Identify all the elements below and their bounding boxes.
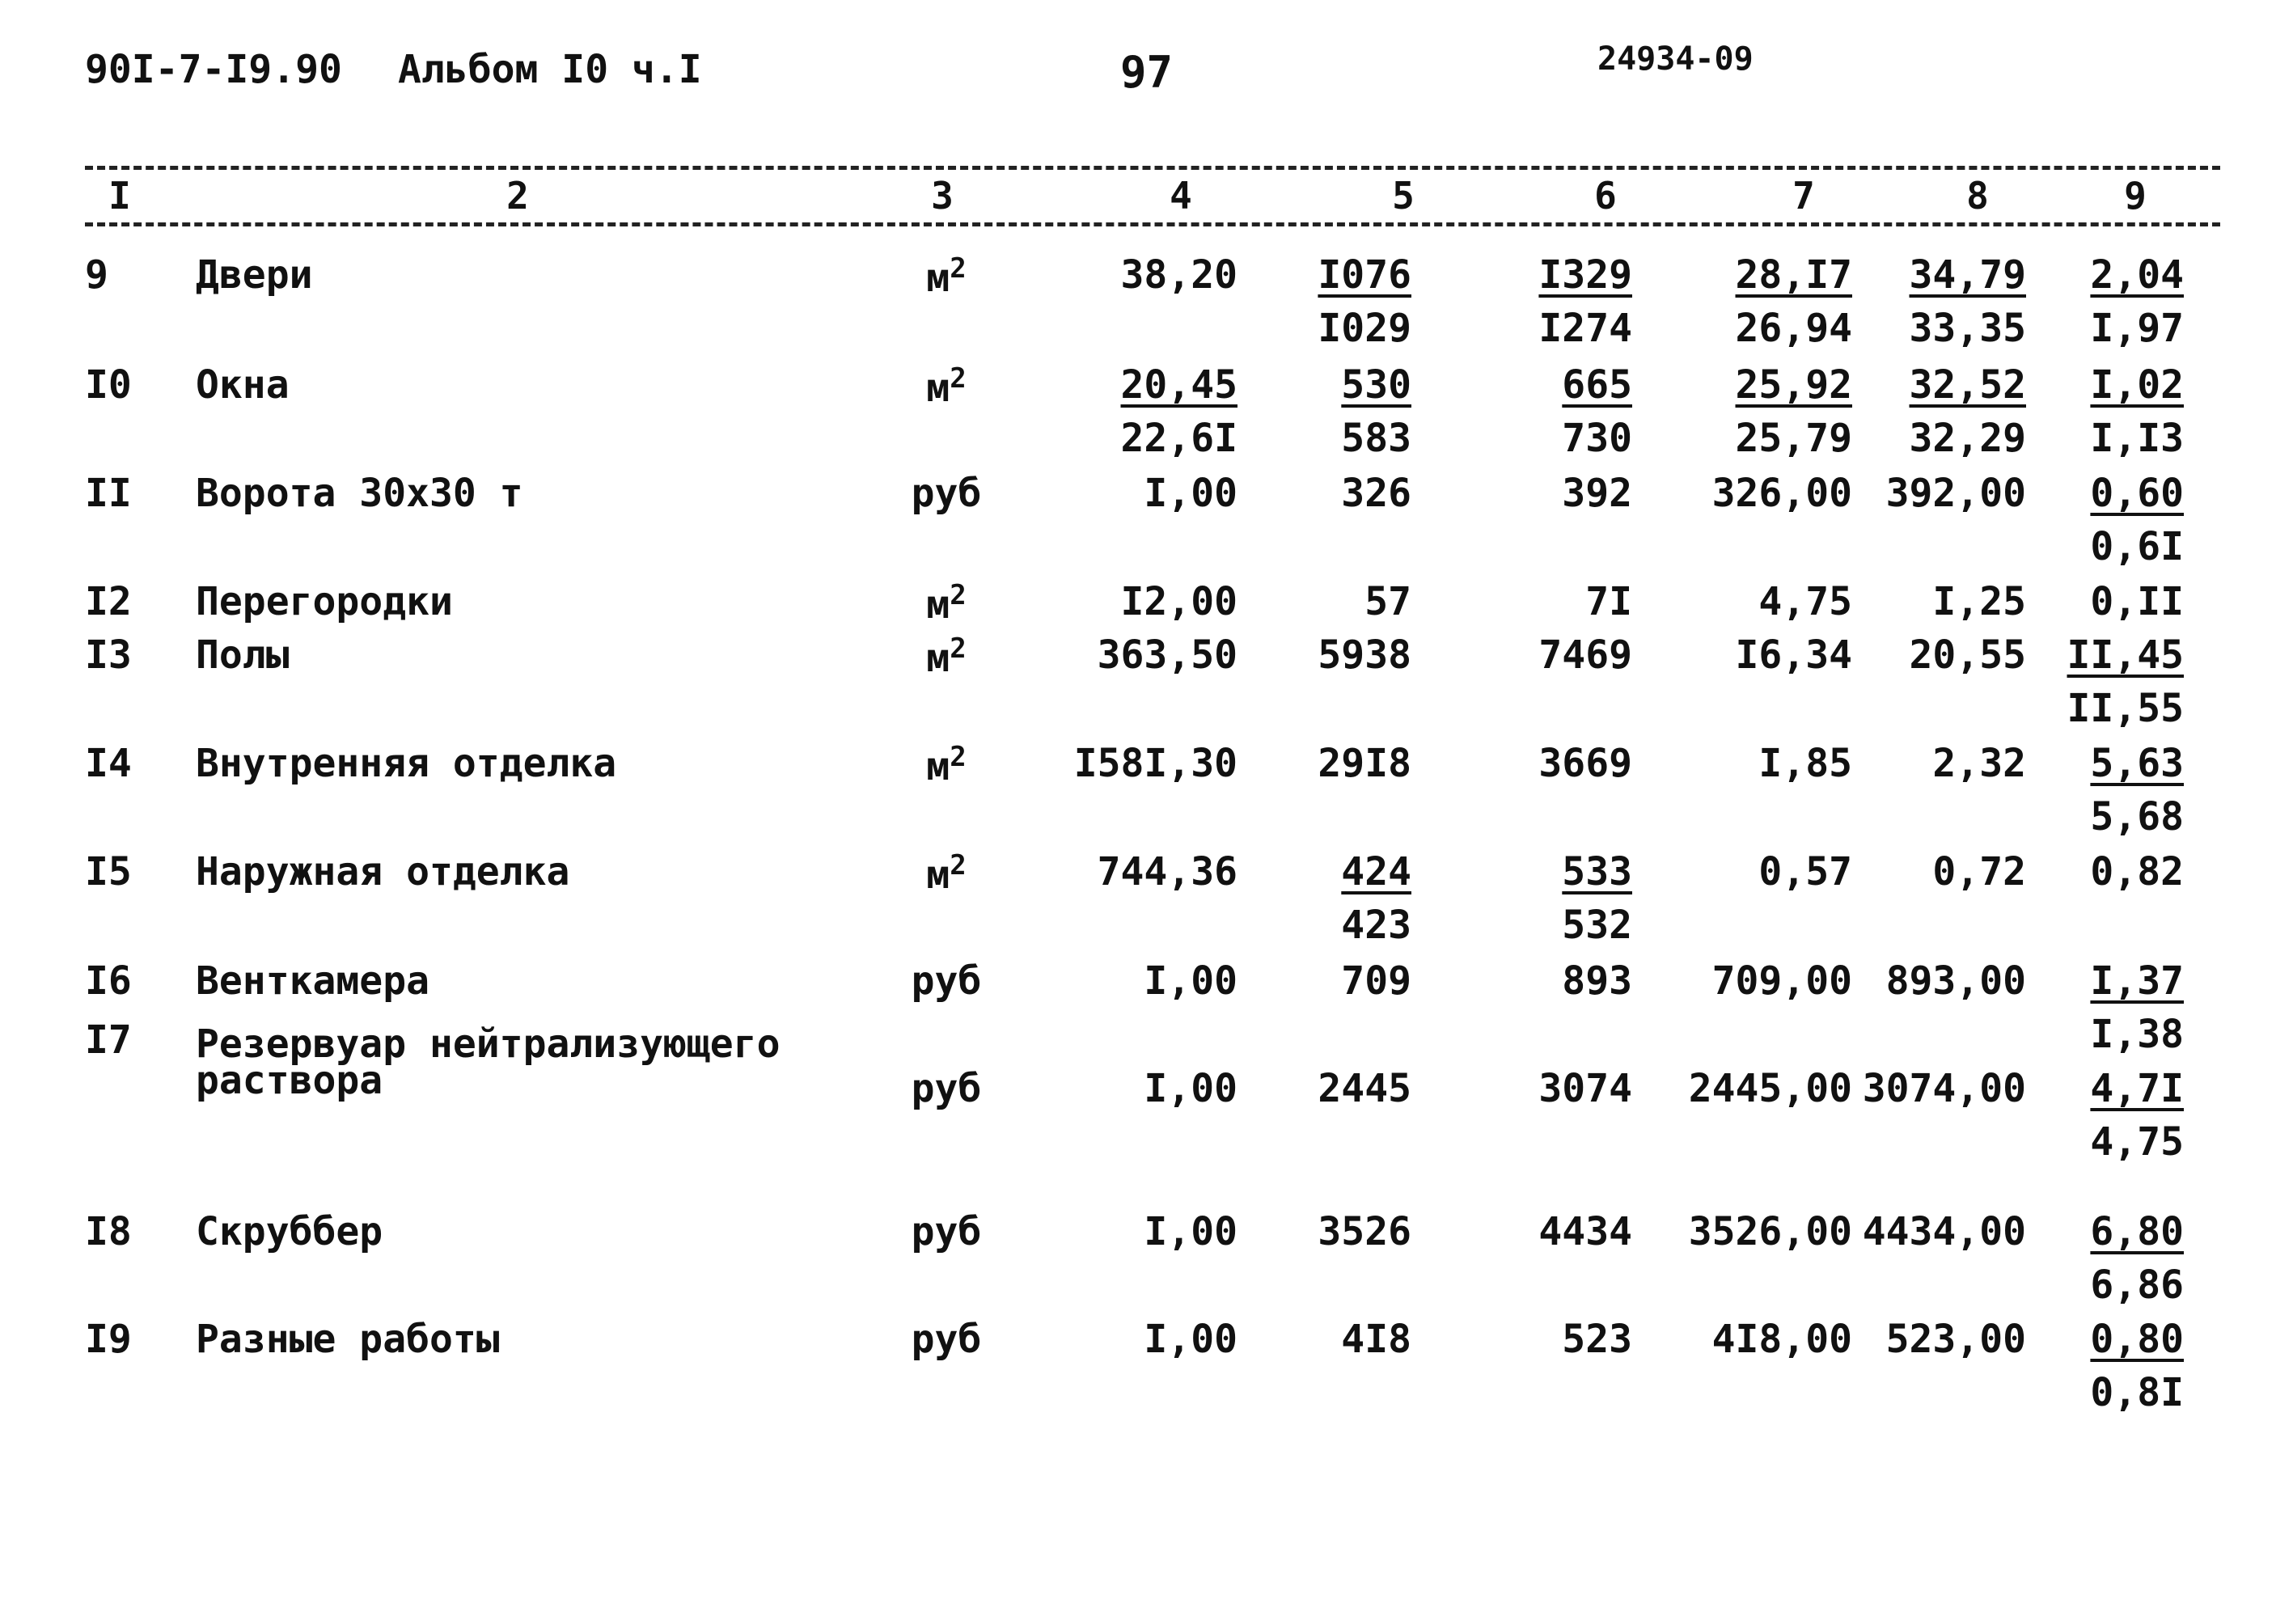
value-top: I,00 (1144, 1317, 1237, 1362)
value-bottom: 22,6I (1120, 416, 1237, 461)
value-top: 709,00 (1711, 958, 1852, 1004)
value-cell-col-9 (0, 471, 2184, 568)
value-top: 29I8 (1318, 741, 1411, 786)
value-top: 0,82 (2090, 849, 2184, 894)
album-label: Альбом I0 ч.I (398, 47, 702, 92)
value-top: 4I8 (1341, 1317, 1411, 1362)
value-cell-col-9 (0, 1066, 2184, 1163)
value-top: 3526,00 (1688, 1209, 1852, 1254)
value-top: 392 (1562, 471, 1632, 516)
value-top: 893,00 (1885, 958, 2026, 1004)
column-number: I (108, 174, 131, 218)
value-cell-col-9 (0, 1209, 2184, 1306)
value-top: 326,00 (1711, 471, 1852, 516)
unit-exponent: 2 (950, 579, 967, 611)
value-top: 20,45 (1120, 362, 1237, 408)
value-top: 2445 (1318, 1066, 1411, 1111)
value-bottom: II,55 (2067, 686, 2184, 731)
value-top: I076 (1318, 252, 1411, 298)
item-name: Окна (196, 362, 290, 408)
value-bottom: 33,35 (1909, 306, 2026, 351)
row-number: I9 (85, 1317, 132, 1362)
unit-text: м (926, 582, 950, 628)
archive-stamp: 24934-09 (1597, 40, 1754, 78)
unit-exponent: 2 (950, 252, 967, 285)
value-cell-col-9 (0, 741, 2184, 838)
value-top: 0,57 (1758, 849, 1852, 894)
table-top-rule (85, 166, 2220, 170)
item-name: Перегородки (196, 579, 453, 624)
value-top: I2,00 (1120, 579, 1237, 624)
row-number: I7 (85, 1017, 132, 1063)
value-top: 326 (1341, 471, 1411, 516)
value-top: 2,04 (2090, 252, 2184, 298)
value-top: I,00 (1144, 958, 1237, 1004)
value-top: 3074,00 (1862, 1066, 2026, 1111)
row-number: I6 (85, 958, 132, 1004)
row-number: I8 (85, 1209, 132, 1254)
value-cell-col-9 (0, 632, 2184, 730)
value-top: 744,36 (1097, 849, 1237, 894)
value-top: I6,34 (1735, 632, 1852, 678)
value-top: 6,80 (2090, 1209, 2184, 1254)
column-number: 3 (931, 174, 954, 218)
value-bottom: I274 (1538, 306, 1632, 351)
value-top: I,00 (1144, 1066, 1237, 1111)
value-top: 34,79 (1909, 252, 2026, 298)
value-top: 3074 (1538, 1066, 1632, 1111)
value-top: 20,55 (1909, 632, 2026, 678)
value-top: 5,63 (2090, 741, 2184, 786)
value-bottom: I,38 (2090, 1012, 2184, 1057)
value-top: 57 (1364, 579, 1411, 624)
value-top: 363,50 (1097, 632, 1237, 678)
value-bottom: 423 (1341, 903, 1411, 948)
value-top: I,37 (2090, 958, 2184, 1004)
row-number: II (85, 471, 132, 516)
unit-exponent: 2 (950, 362, 967, 395)
value-bottom: I029 (1318, 306, 1411, 351)
value-bottom: 4,75 (2090, 1119, 2184, 1165)
unit-text: м (926, 366, 950, 411)
row-number: I5 (85, 849, 132, 894)
value-top: 4,7I (2090, 1066, 2184, 1111)
item-name: Внутренняя отделка (196, 741, 617, 786)
value-top: 2,32 (1932, 741, 2026, 786)
column-number: 6 (1594, 174, 1617, 218)
value-top: 38,20 (1120, 252, 1237, 298)
value-top: 0,60 (2090, 471, 2184, 516)
unit-exponent: 2 (950, 849, 967, 882)
unit-text: м (926, 744, 950, 789)
value-top: 25,92 (1735, 362, 1852, 408)
unit-exponent: 2 (950, 741, 967, 773)
unit-text: руб (911, 471, 982, 516)
value-bottom: 583 (1341, 416, 1411, 461)
unit-text: руб (911, 1317, 982, 1362)
value-top: 5938 (1318, 632, 1411, 678)
row-number: I3 (85, 632, 132, 678)
unit-text: руб (911, 958, 982, 1004)
value-top: 7469 (1538, 632, 1632, 678)
value-top: I329 (1538, 252, 1632, 298)
row-number: I2 (85, 579, 132, 624)
value-top: 0,II (2090, 579, 2184, 624)
unit-text: руб (911, 1209, 982, 1254)
value-bottom: 26,94 (1735, 306, 1852, 351)
value-top: 3669 (1538, 741, 1632, 786)
row-number: 9 (85, 252, 108, 298)
value-top: I,85 (1758, 741, 1852, 786)
unit-exponent: 2 (950, 632, 967, 665)
column-number: 2 (506, 174, 529, 218)
value-top: 709 (1341, 958, 1411, 1004)
value-bottom: 532 (1562, 903, 1632, 948)
value-top: 32,52 (1909, 362, 2026, 408)
value-top: 893 (1562, 958, 1632, 1004)
value-cell-col-9 (0, 252, 2184, 349)
column-number: 4 (1170, 174, 1192, 218)
value-top: 665 (1562, 362, 1632, 408)
unit-text: м (926, 852, 950, 898)
value-top: I,25 (1932, 579, 2026, 624)
column-number: 9 (2124, 174, 2147, 218)
value-bottom: 0,8I (2090, 1370, 2184, 1415)
document-code: 90I-7-I9.90 (85, 47, 342, 92)
value-top: 2445,00 (1688, 1066, 1852, 1111)
unit-text: м (926, 256, 950, 301)
page-number: 97 (1120, 47, 1174, 98)
item-name: Венткамера (196, 958, 429, 1004)
value-bottom: I,I3 (2090, 416, 2184, 461)
value-top: 392,00 (1885, 471, 2026, 516)
value-top: I,00 (1144, 471, 1237, 516)
value-bottom: 730 (1562, 416, 1632, 461)
item-name: Наружная отделка (196, 849, 570, 894)
value-bottom: 25,79 (1735, 416, 1852, 461)
row-number: I0 (85, 362, 132, 408)
value-top: I58I,30 (1073, 741, 1237, 786)
item-name: Скруббер (196, 1209, 383, 1254)
value-top: 523 (1562, 1317, 1632, 1362)
column-number: 5 (1392, 174, 1415, 218)
column-number: 8 (1966, 174, 1989, 218)
value-top: 533 (1562, 849, 1632, 894)
item-name: Резервуар нейтрализующего (196, 1021, 781, 1067)
row-number: I4 (85, 741, 132, 786)
value-top: 3526 (1318, 1209, 1411, 1254)
value-top: 4434,00 (1862, 1209, 2026, 1254)
value-bottom: 32,29 (1909, 416, 2026, 461)
value-top: 530 (1341, 362, 1411, 408)
value-cell-col-9 (0, 1317, 2184, 1414)
value-top: I,00 (1144, 1209, 1237, 1254)
item-name-continued: раствора (196, 1058, 383, 1103)
value-bottom: 6,86 (2090, 1262, 2184, 1308)
value-top: 523,00 (1885, 1317, 2026, 1362)
value-cell-col-9 (0, 849, 2184, 946)
value-top: 4434 (1538, 1209, 1632, 1254)
value-bottom: 5,68 (2090, 794, 2184, 839)
unit-text: руб (911, 1066, 982, 1111)
column-number: 7 (1792, 174, 1815, 218)
value-top: 0,72 (1932, 849, 2026, 894)
table-header-rule (85, 222, 2220, 226)
item-name: Разные работы (196, 1317, 500, 1362)
value-top: 0,80 (2090, 1317, 2184, 1362)
item-name: Полы (196, 632, 290, 678)
value-top: II,45 (2067, 632, 2184, 678)
item-name: Ворота 30х30 т (196, 471, 523, 516)
value-top: 4,75 (1758, 579, 1852, 624)
value-top: I,02 (2090, 362, 2184, 408)
unit-text: м (926, 636, 950, 681)
value-top: 7I (1585, 579, 1632, 624)
value-bottom: 0,6I (2090, 524, 2184, 569)
value-top: 424 (1341, 849, 1411, 894)
value-bottom: I,97 (2090, 306, 2184, 351)
value-top: 4I8,00 (1711, 1317, 1852, 1362)
value-top: 28,I7 (1735, 252, 1852, 298)
item-name: Двери (196, 252, 313, 298)
value-cell-col-9 (0, 362, 2184, 459)
